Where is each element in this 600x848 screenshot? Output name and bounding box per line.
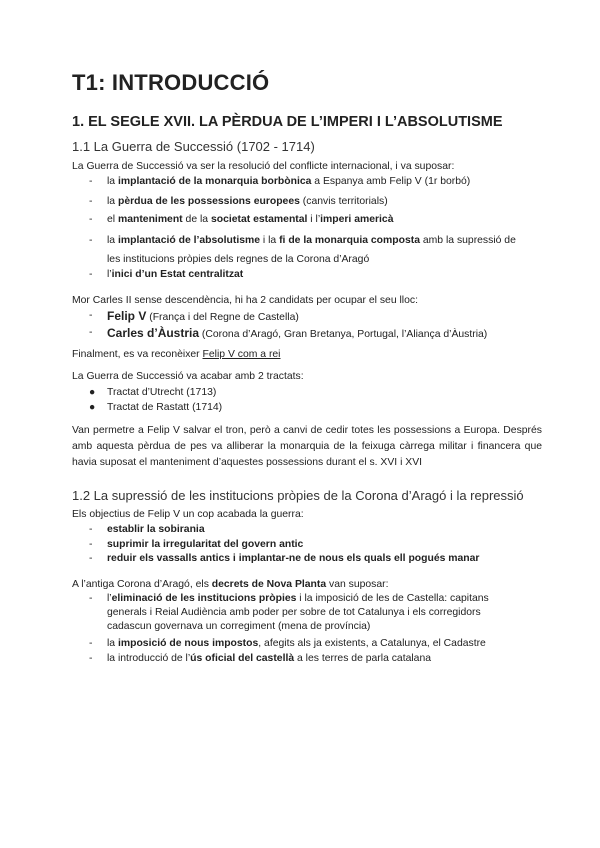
- effect-item: - l’eliminació de les institucions pròpies i la imposició de les de Castella: capitans generals i Reial Audiència amb poder per sobre de tot Catalunya i els corregidors cadascun governava un corregiment (mena de província): [89, 593, 489, 632]
- treaty-item: ● Tractat de Rastatt (1714): [89, 402, 223, 413]
- decrets-paragraph: A l’antiga Corona d’Aragó, els decrets de Nova Planta van suposar:: [72, 579, 389, 590]
- candidate-item: - Carles d’Àustria (Corona d’Aragó, Gran Bretanya, Portugal, l’Aliança d’Àustria): [89, 326, 488, 340]
- page-title: T1: INTRODUCCIÓ: [72, 70, 270, 95]
- list-item: - la pèrdua de les possessions europees (canvis territorials): [89, 196, 388, 207]
- subsection-heading-1-2: 1.2 La supressió de les institucions pròpies de la Corona d’Aragó i la repressió: [72, 488, 524, 503]
- list-item: - la implantació de l’absolutisme i la fi de la monarquia composta amb la supressió de les institucions pròpies dels regnes de la Corona d’Aragó: [89, 235, 516, 265]
- section-heading: 1. EL SEGLE XVII. LA PÈRDUA DE L’IMPERI I L’ABSOLUTISME: [72, 114, 503, 130]
- effect-item: - la imposició de nous impostos, afegits als ja existents, a Catalunya, el Cadastre: [89, 638, 486, 649]
- subsection-heading-1-1: 1.1 La Guerra de Successió (1702 - 1714): [72, 139, 315, 154]
- list-item: - l’inici d’un Estat centralitzat: [89, 269, 244, 280]
- finally-paragraph: Finalment, es va reconèixer Felip V com a rei: [72, 349, 281, 360]
- list-item: - el manteniment de la societat estamental i l’imperi americà: [89, 214, 394, 225]
- closing-paragraph: Van permetre a Felip V salvar el tron, però a canvi de cedir totes les possessions a Europa. Després amb aquesta pèrdua de pes va alliberar la monarquia de la feixuga càrrega militar i financera que havia suposat el manteniment d’aquestes possessions durant el s. XVI i XVI: [72, 425, 542, 468]
- objectives-intro: Els objectius de Felip V un cop acabada la guerra:: [72, 509, 304, 520]
- intro-paragraph: La Guerra de Successió va ser la resolució del conflicte internacional, i va suposar:: [72, 161, 455, 172]
- candidate-item: - Felip V (França i del Regne de Castella): [89, 309, 299, 323]
- treaties-intro: La Guerra de Successió va acabar amb 2 tractats:: [72, 371, 304, 382]
- objective-item: - establir la sobirania: [89, 524, 205, 535]
- objective-item: - reduir els vassalls antics i implantar-ne de nous els quals ell pogués manar: [89, 553, 480, 564]
- list-item: - la implantació de la monarquia borbònica a Espanya amb Felip V (1r borbó): [89, 176, 471, 187]
- objective-item: - suprimir la irregularitat del govern antic: [89, 539, 304, 550]
- effect-item: - la introducció de l’ús oficial del castellà a les terres de parla catalana: [89, 653, 432, 664]
- candidates-intro: Mor Carles II sense descendència, hi ha 2 candidats per ocupar el seu lloc:: [72, 295, 418, 306]
- treaty-item: ● Tractat d’Utrecht (1713): [89, 387, 217, 398]
